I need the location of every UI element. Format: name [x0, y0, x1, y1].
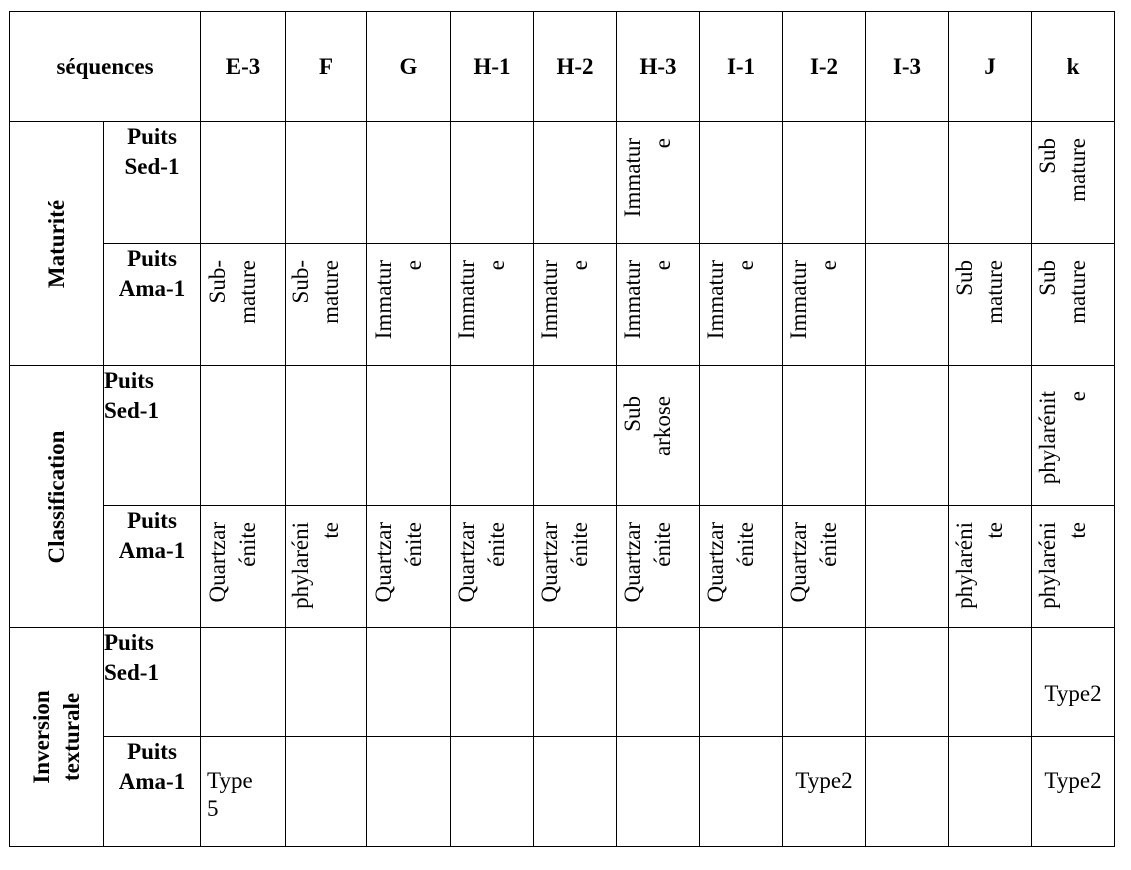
header-i3: I-3: [866, 12, 949, 122]
well-label-line2: Ama-1: [118, 769, 186, 794]
cell-mat-ama-e3: [201, 244, 286, 366]
cell-text-line2: te: [318, 522, 343, 539]
cell-mat-sed-i2: [783, 122, 866, 244]
group-classification: [10, 366, 104, 628]
cell-inv-sed-i2: [783, 628, 866, 737]
cell-text-line2: énite: [733, 522, 758, 567]
header-f: F: [286, 12, 367, 122]
cell-text-line1: Quartzar: [454, 522, 479, 603]
cell-text-line1: phylarénit: [1035, 391, 1060, 485]
cell-cls-ama-h2: [534, 506, 617, 628]
cell-cls-sed-j: [949, 366, 1032, 506]
cell-inv-sed-h1: [451, 628, 534, 737]
cell-text-line2: e: [484, 260, 509, 271]
cell-inv-sed-i3: [866, 628, 949, 737]
cell-text-line1: Sub: [1035, 138, 1060, 174]
cell-cls-ama-i1: [700, 506, 783, 628]
cell-mat-ama-i2: [783, 244, 866, 366]
cell-text-line2: énite: [816, 522, 841, 567]
cell-mat-sed-h1: [451, 122, 534, 244]
cell-text-line2: énite: [484, 522, 509, 567]
cell-cls-sed-i2: [783, 366, 866, 506]
cell-cls-sed-i1: [700, 366, 783, 506]
well-ama-maturite: [104, 244, 201, 366]
cell-text-line1: phylaréni: [952, 522, 977, 609]
cell-inv-sed-h3: [617, 628, 700, 737]
cell-cls-sed-i3: [866, 366, 949, 506]
cell-text-line1: Sub-: [288, 260, 313, 304]
well-label-line1: Puits: [127, 508, 177, 533]
header-sequences: séquences: [10, 12, 201, 122]
cell-text-line1: Type: [207, 768, 253, 793]
cell-inv-sed-j: [949, 628, 1032, 737]
well-label-line2: Sed-1: [104, 398, 159, 423]
well-label-line1: Puits: [127, 739, 177, 764]
cell-text-line1: Sub: [620, 396, 645, 432]
cell-inv-sed-k: [1032, 628, 1115, 737]
cell-inv-ama-k: [1032, 737, 1115, 847]
cell-mat-ama-h2: [534, 244, 617, 366]
cell-text-line2: mature: [318, 260, 343, 324]
cell-text-line2: arkose: [650, 396, 675, 457]
cell-text-line1: Quartzar: [205, 522, 230, 603]
sequences-table: [9, 11, 1115, 847]
cell-cls-ama-g: [367, 506, 451, 628]
well-label-line1: Puits: [104, 368, 154, 393]
well-label-line1: Puits: [104, 630, 154, 655]
cell-inv-ama-h1: [451, 737, 534, 847]
cell-text-line2: mature: [982, 260, 1007, 324]
cell-inv-ama-i2: [783, 737, 866, 847]
cell-text-line1: Quartzar: [786, 522, 811, 603]
well-sed-inversion: [104, 628, 201, 737]
cell-cls-ama-h1: [451, 506, 534, 628]
cell-cls-ama-i3: [866, 506, 949, 628]
well-label-line2: Sed-1: [104, 660, 159, 685]
well-sed-maturite: [104, 122, 201, 244]
cell-text-line2: énite: [567, 522, 592, 567]
well-label-line1: Puits: [127, 246, 177, 271]
header-i1: I-1: [700, 12, 783, 122]
header-g: G: [367, 12, 451, 122]
cell-mat-ama-i3: [866, 244, 949, 366]
group-classification-label: Classification: [43, 430, 69, 563]
cell-text: Type2: [1044, 768, 1102, 793]
cell-inv-ama-g: [367, 737, 451, 847]
cell-text: Type2: [1044, 681, 1102, 706]
cell-text-line1: Immatur: [620, 260, 645, 340]
group-maturite: [10, 122, 104, 366]
cell-mat-ama-h1: [451, 244, 534, 366]
cell-inv-ama-h3: [617, 737, 700, 847]
cell-inv-sed-f: [286, 628, 367, 737]
group-inversion-label-line2: texturale: [58, 692, 84, 782]
cell-cls-ama-e3: [201, 506, 286, 628]
cell-text-line2: te: [1065, 522, 1090, 539]
cell-inv-sed-h2: [534, 628, 617, 737]
cell-cls-ama-j: [949, 506, 1032, 628]
group-inversion-label-line1: Inversion: [28, 690, 54, 784]
inversion-sed-row: [10, 628, 1115, 737]
cell-mat-sed-e3: [201, 122, 286, 244]
cell-mat-sed-h2: [534, 122, 617, 244]
cell-cls-ama-i2: [783, 506, 866, 628]
cell-mat-ama-f: [286, 244, 367, 366]
cell-inv-sed-e3: [201, 628, 286, 737]
header-e3: E-3: [201, 12, 286, 122]
cell-text-line1: Sub-: [205, 260, 230, 304]
cell-inv-sed-i1: [700, 628, 783, 737]
cell-cls-sed-e3: [201, 366, 286, 506]
cell-text-line1: Immatur: [703, 260, 728, 340]
cell-text-line1: Sub: [952, 260, 977, 296]
well-label-line2: Ama-1: [118, 538, 186, 563]
cell-text-line2: énite: [235, 522, 260, 567]
inversion-ama-row: [10, 737, 1115, 847]
cell-cls-sed-k: [1032, 366, 1115, 506]
cell-cls-sed-f: [286, 366, 367, 506]
well-label-line2: Sed-1: [124, 154, 180, 179]
cell-text-line2: e: [650, 138, 675, 149]
cell-cls-sed-g: [367, 366, 451, 506]
cell-text-line2: énite: [650, 522, 675, 567]
cell-cls-ama-f: [286, 506, 367, 628]
cell-mat-ama-g: [367, 244, 451, 366]
header-h1: H-1: [451, 12, 534, 122]
cell-text-line1: Sub: [1035, 260, 1060, 296]
header-j: J: [949, 12, 1032, 122]
cell-text-line1: Quartzar: [703, 522, 728, 603]
cell-mat-sed-i3: [866, 122, 949, 244]
cell-inv-ama-i1: [700, 737, 783, 847]
cell-cls-sed-h3: [617, 366, 700, 506]
cell-cls-sed-h1: [451, 366, 534, 506]
cell-text-line2: e: [816, 260, 841, 271]
header-k: k: [1032, 12, 1115, 122]
group-maturite-label: Maturité: [43, 199, 69, 288]
well-ama-inversion: [104, 737, 201, 847]
cell-text-line2: mature: [1065, 138, 1090, 202]
cell-cls-ama-h3: [617, 506, 700, 628]
cell-text-line1: Immatur: [620, 138, 645, 218]
cell-cls-sed-h2: [534, 366, 617, 506]
cell-text-line2: mature: [235, 260, 260, 324]
cell-text-line2: te: [982, 522, 1007, 539]
cell-text-line1: Immatur: [786, 260, 811, 340]
cell-text-line1: Immatur: [537, 260, 562, 340]
well-label-line2: Ama-1: [118, 276, 186, 301]
cell-mat-sed-j: [949, 122, 1032, 244]
cell-text-line1: Quartzar: [370, 522, 396, 603]
cell-text-line2: e: [733, 260, 758, 271]
cell-text-line1: Quartzar: [620, 522, 645, 603]
cell-text: Type2: [795, 768, 853, 793]
header-i2: I-2: [783, 12, 866, 122]
cell-mat-sed-g: [367, 122, 451, 244]
cell-mat-ama-k: [1032, 244, 1115, 366]
cell-text-line1: Immatur: [454, 260, 479, 340]
cell-mat-ama-h3: [617, 244, 700, 366]
header-h2: H-2: [534, 12, 617, 122]
well-label-line1: Puits: [127, 124, 177, 149]
cell-text-line2: énite: [400, 522, 426, 567]
cell-mat-ama-i1: [700, 244, 783, 366]
cell-text-line1: Quartzar: [537, 522, 562, 603]
cell-text-line2: e: [567, 260, 592, 271]
cell-text-line2: 5: [207, 796, 219, 821]
cell-text-line2: mature: [1065, 260, 1090, 324]
cell-text-line1: phylaréni: [288, 522, 313, 609]
cell-text-line1: phylaréni: [1035, 522, 1060, 609]
well-sed-classification: [104, 366, 201, 506]
cell-mat-sed-k: [1032, 122, 1115, 244]
cell-text-line2: e: [1065, 391, 1090, 402]
cell-cls-ama-k: [1032, 506, 1115, 628]
maturite-sed-row: [10, 122, 1115, 244]
group-inversion: [10, 628, 104, 847]
cell-text-line2: e: [400, 260, 426, 271]
cell-text-line2: e: [650, 260, 675, 271]
cell-inv-ama-h2: [534, 737, 617, 847]
cell-inv-ama-i3: [866, 737, 949, 847]
cell-mat-sed-h3: [617, 122, 700, 244]
classification-ama-row: [10, 506, 1115, 628]
cell-mat-sed-f: [286, 122, 367, 244]
classification-sed-row: [10, 366, 1115, 506]
header-h3: H-3: [617, 12, 700, 122]
header-row: [10, 12, 1115, 122]
well-ama-classification: [104, 506, 201, 628]
cell-inv-ama-j: [949, 737, 1032, 847]
cell-inv-ama-f: [286, 737, 367, 847]
cell-inv-ama-e3: [201, 737, 286, 847]
cell-inv-sed-g: [367, 628, 451, 737]
cell-mat-ama-j: [949, 244, 1032, 366]
maturite-ama-row: [10, 244, 1115, 366]
cell-mat-sed-i1: [700, 122, 783, 244]
cell-text-line1: Immatur: [370, 260, 396, 340]
